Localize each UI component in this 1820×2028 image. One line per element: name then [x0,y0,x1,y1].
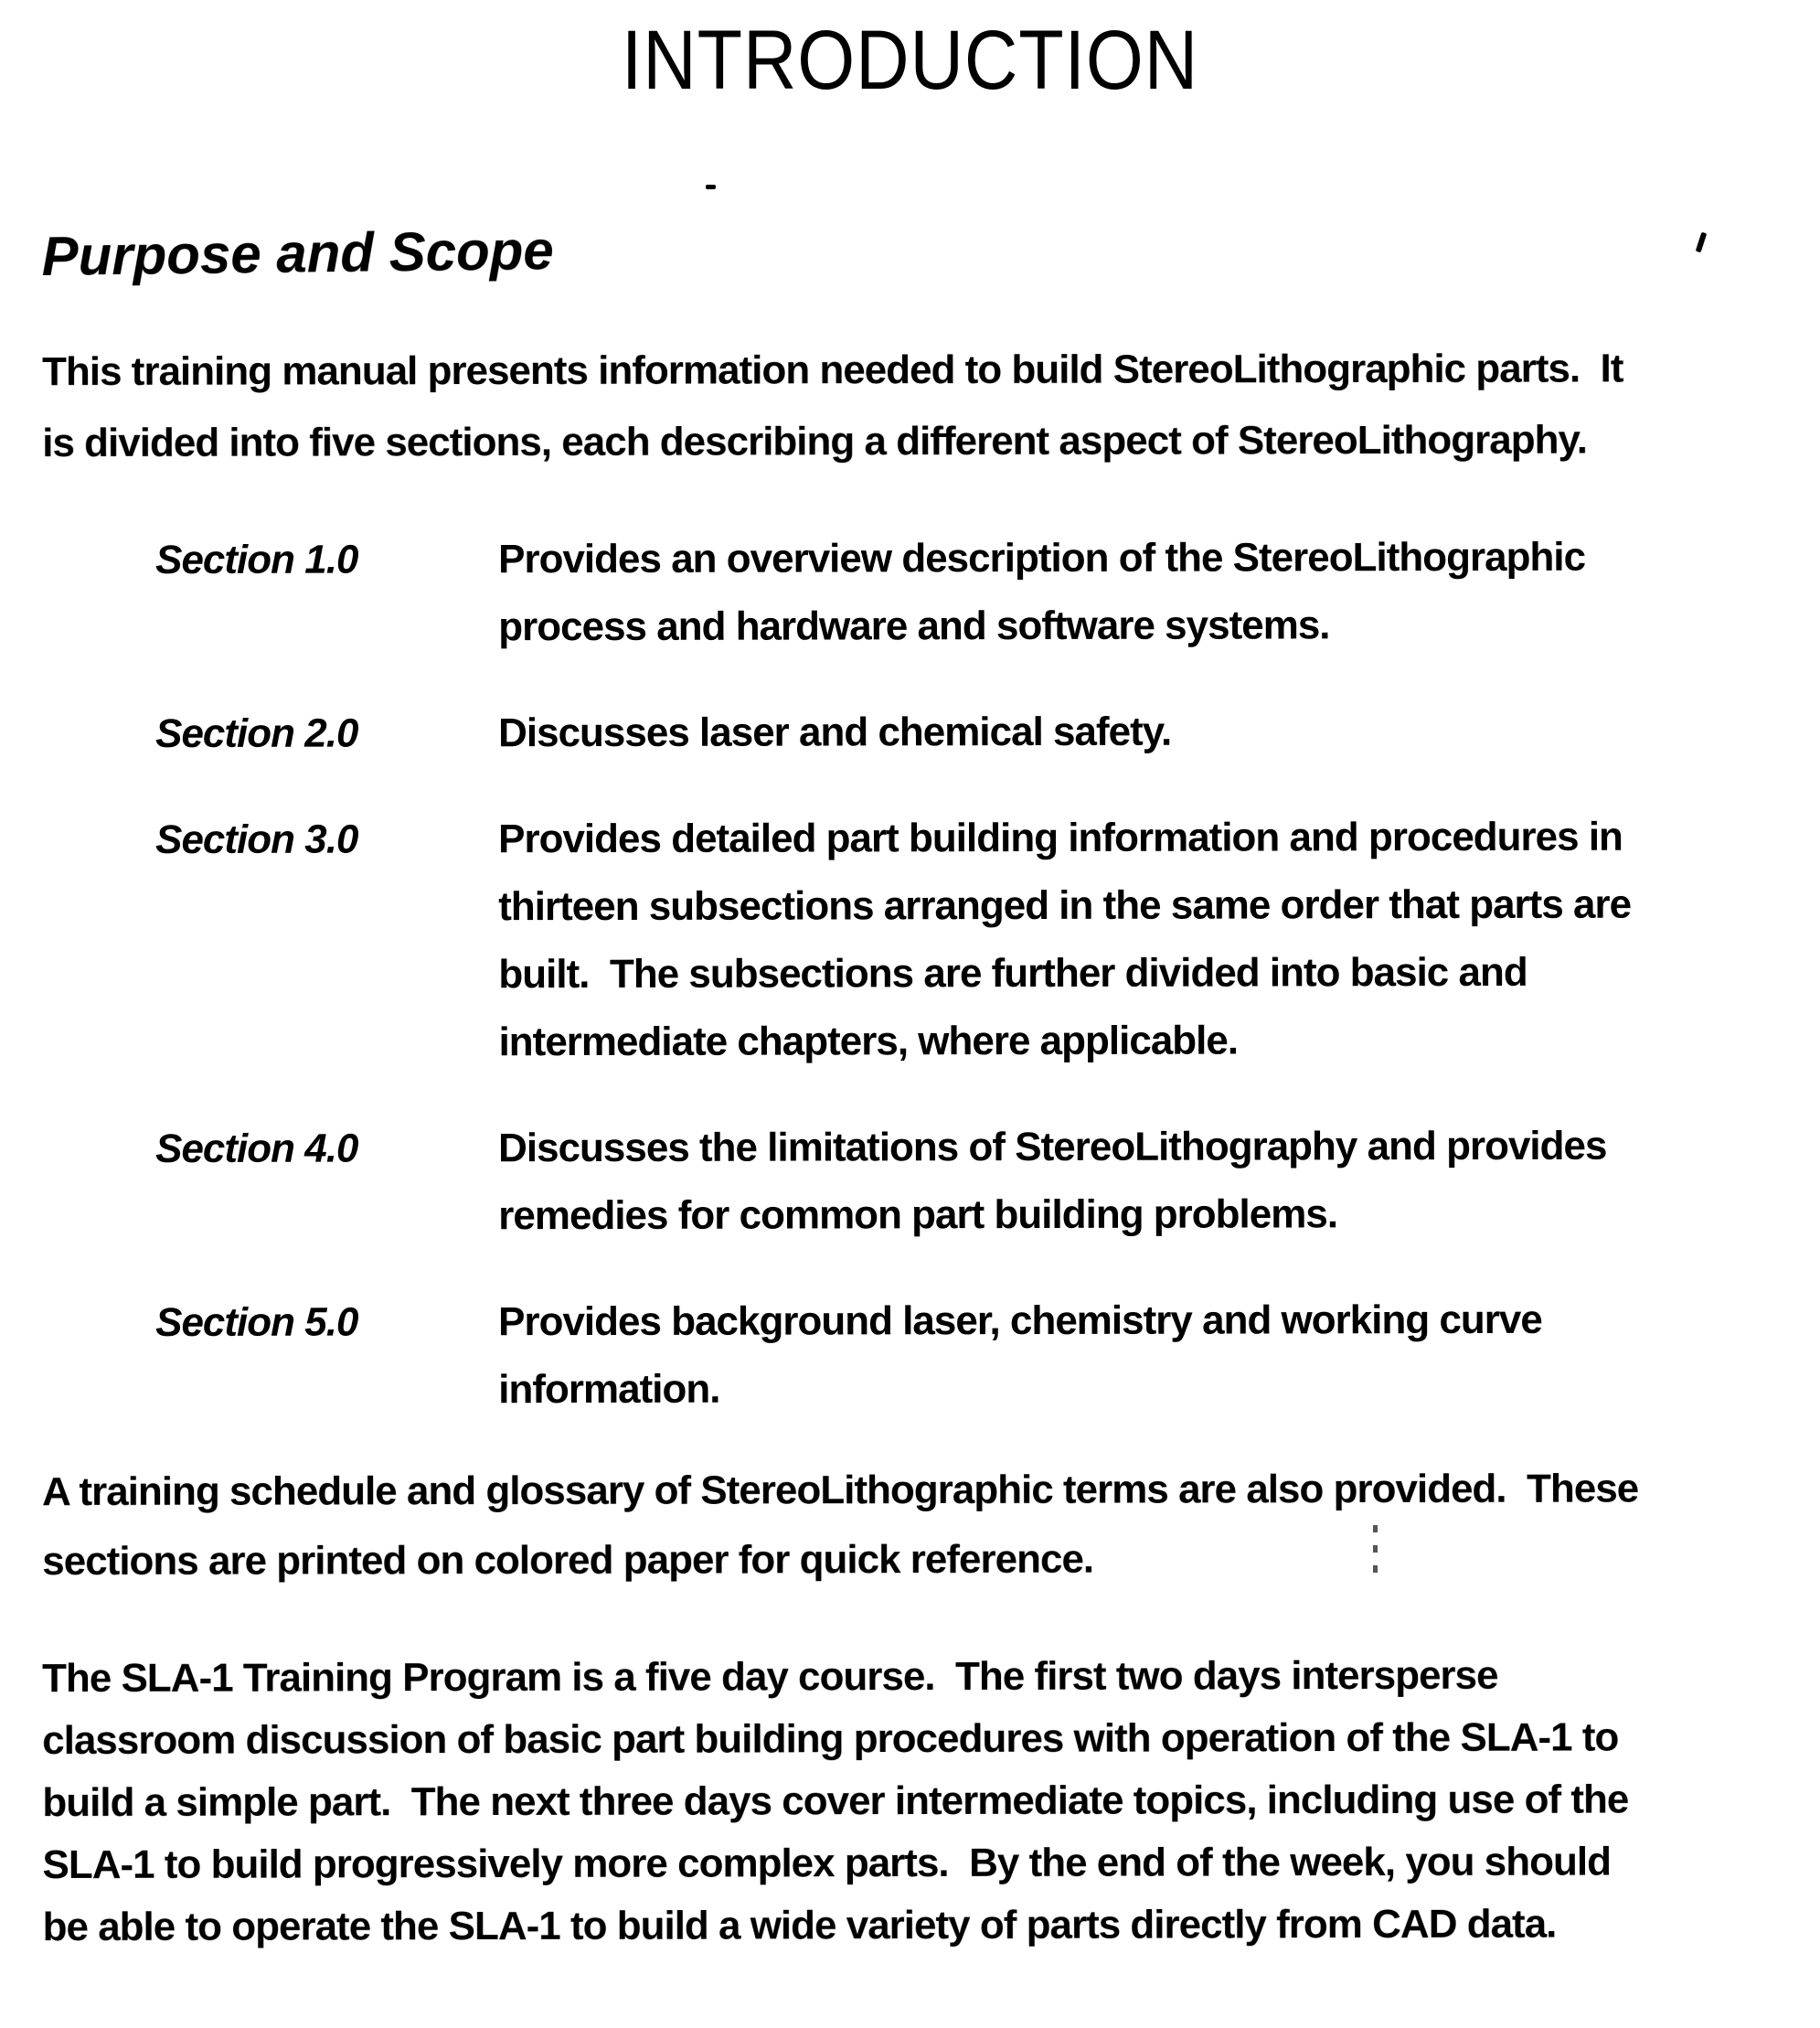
scan-artifact-dash [706,185,716,189]
section-description: Provides background laser, chemistry and working curve information. [498,1297,1542,1413]
section-label: Section 4.0 [155,1126,358,1171]
scan-artifact-tick [1696,232,1708,253]
intro-paragraph: This training manual presents information needed to build StereoLithographic parts. It is divided into five sections, each describing a different aspect of StereoLithography. [42,346,1623,465]
section-label: Section 1.0 [155,537,358,582]
section-row-4 [155,1112,1764,1251]
scan-artifact-colon [1373,1525,1378,1573]
section-row-3 [155,803,1765,1077]
section-description: Discusses the limitations of StereoLithography and provides remedies for common part building problems. [498,1123,1607,1239]
section-description: Provides an overview description of the StereoLithographic process and hardware and software systems. [498,534,1586,650]
section-description: Provides detailed part building information and procedures in thirteen subsections arranged in the same order that parts are built. The subsections are further divided into basic and intermediate chapters, where applicable. [498,814,1632,1065]
section-label: Section 3.0 [155,817,358,862]
closing-paragraph-1: A training schedule and glossary of StereoLithographic terms are also provided. These sections are printed on colored paper for quick reference. [42,1466,1639,1584]
section-row-2 [155,697,1764,768]
section-row-5 [155,1286,1764,1425]
section-label: Section 5.0 [155,1299,358,1345]
section-heading: Purpose and Scope [41,219,555,288]
section-label: Section 2.0 [155,710,358,756]
section-description: Discusses laser and chemical safety. [498,709,1172,756]
section-list [155,527,1764,1463]
closing-paragraph-2: The SLA-1 Training Program is a five day course. The first two days intersperse classroom discussion of basic part building procedures with operation of the SLA-1 to build a simple part. The next three days cover intermediate topics, including use of the SLA-1 to build progressively more complex parts. By the end of the week, you should be able to operate the SLA-1 to build a wide variety of parts directly from CAD data. [42,1652,1629,1949]
page-title: INTRODUCTION [621,14,1199,107]
section-row-1 [155,523,1764,662]
